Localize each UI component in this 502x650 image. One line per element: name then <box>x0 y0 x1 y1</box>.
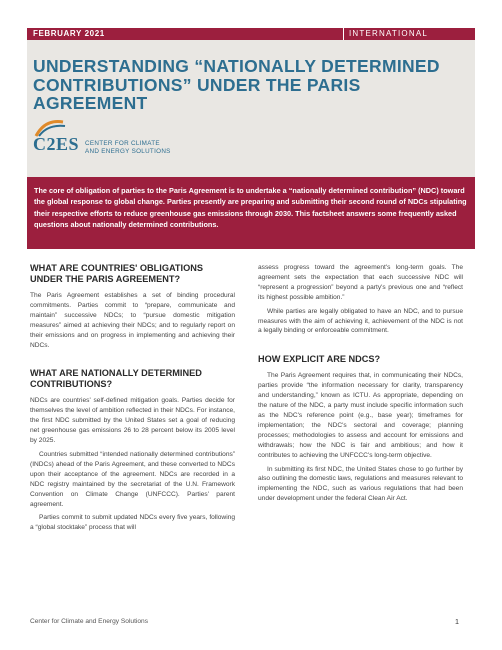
heading-ndcs: WHAT ARE NATIONALLY DETERMINED CONTRIBUTIONS? <box>30 368 202 390</box>
paragraph-ndcs-1: NDCs are countries' self-defined mitigation goals. Parties decide for themselves the level of ambition reflected in their NDCs. For instance, the first NDC submitted by the United States set a goal of reducing net greenhouse gas emissions 26 to 28 percent below its 2005 level by 2025. <box>30 397 235 445</box>
paragraph-ndcs-2: Countries submitted “intended nationally determined contributions” (INDCs) ahead of the Paris Agreement, and these converted to NDCs upon their acceptance of the agreement. NDCs are recorded in a NDC registry maintained by the secretariat of the U.N. Framework Convention on Climate Change (UNFCCC). Parties' parent agreement. <box>30 450 235 508</box>
paragraph-legal: While parties are legally obligated to have an NDC, and to pursue measures with the aim of achieving it, achievement of the NDC is not a legally binding or enforceable commitment. <box>258 307 463 335</box>
summary-box <box>27 177 475 249</box>
paragraph-explicit-2: In submitting its first NDC, the United States chose to go further by also outlining the domestic laws, regulations and measures relevant to implementing the NDC, such as various regulations that had been under development under the federal Clean Air Act. <box>258 465 463 503</box>
top-bar-divider <box>343 28 344 40</box>
page-number: 1 <box>455 617 459 626</box>
page-title: UNDERSTANDING “NATIONALLY DETERMINED CONTRIBUTIONS” UNDER THE PARIS AGREEMENT <box>33 56 440 113</box>
section-spacer <box>30 354 235 368</box>
category-label: INTERNATIONAL <box>349 29 429 38</box>
logo-name <box>85 140 171 155</box>
left-column <box>30 263 235 537</box>
paragraph-progress: assess progress toward the agreement's long-term goals. The agreement sets the expectation that each successive NDC will “represent a progression” beyond a party's previous one and “reflect its highest possible ambition.” <box>258 264 463 301</box>
section-spacer <box>258 340 463 354</box>
c2es-logo <box>33 117 213 161</box>
heading-explicit: HOW EXPLICIT ARE NDCS? <box>258 354 381 365</box>
title-panel <box>27 40 475 177</box>
logo-mark: C2ES <box>33 134 80 154</box>
heading-obligations: WHAT ARE COUNTRIES' OBLIGATIONS UNDER THE PARIS AGREEMENT? <box>30 263 203 284</box>
paragraph-obligations: The Paris Agreement establishes a set of binding procedural commitments. Parties commit to “prepare, communicate and maintain” successive NDCs; to “pursue domestic mitigation measures” aimed at achieving their NDCs; and to regularly report on their emissions and on progress in implementing and achieving their NDCs. <box>30 292 235 349</box>
top-bar <box>27 28 475 40</box>
publication-date: FEBRUARY 2021 <box>33 29 105 38</box>
footer-organization: Center for Climate and Energy Solutions <box>30 618 149 625</box>
summary-text: The core of obligation of parties to the Paris Agreement is to undertake a “nationally determined contribution” (NDC) toward the global response to global change. Parties presently are preparing and submitting their second round of NDCs stipulating their respective efforts to reduce greenhouse gas emissions through 2030. This factsheet answers some frequently asked questions about nationally determined contributions. <box>34 186 467 229</box>
paragraph-ndcs-3: Parties commit to submit updated NDCs every five years, following a “global stocktake” process that will <box>30 514 235 532</box>
logo-name-line-2: AND ENERGY SOLUTIONS <box>85 147 171 155</box>
logo-name-line-1: CENTER FOR CLIMATE <box>85 140 160 147</box>
paragraph-explicit-1: The Paris Agreement requires that, in communicating their NDCs, parties provide “the information necessary for clarity, transparency and understanding,” known as ICTU. As appropriate, depending on the nature of the NDC, a party must include specific information such as the NDC's reference point (e.g., base year); timeframes for implementation; the NDC's sectoral and coverage; planning processes; methodologies to assess and account for emissions and withdrawals; how the NDC is fair and ambitious; and how it contributes to achieving the UNFCCC's long-term objective. <box>258 372 463 459</box>
right-column <box>258 263 463 508</box>
